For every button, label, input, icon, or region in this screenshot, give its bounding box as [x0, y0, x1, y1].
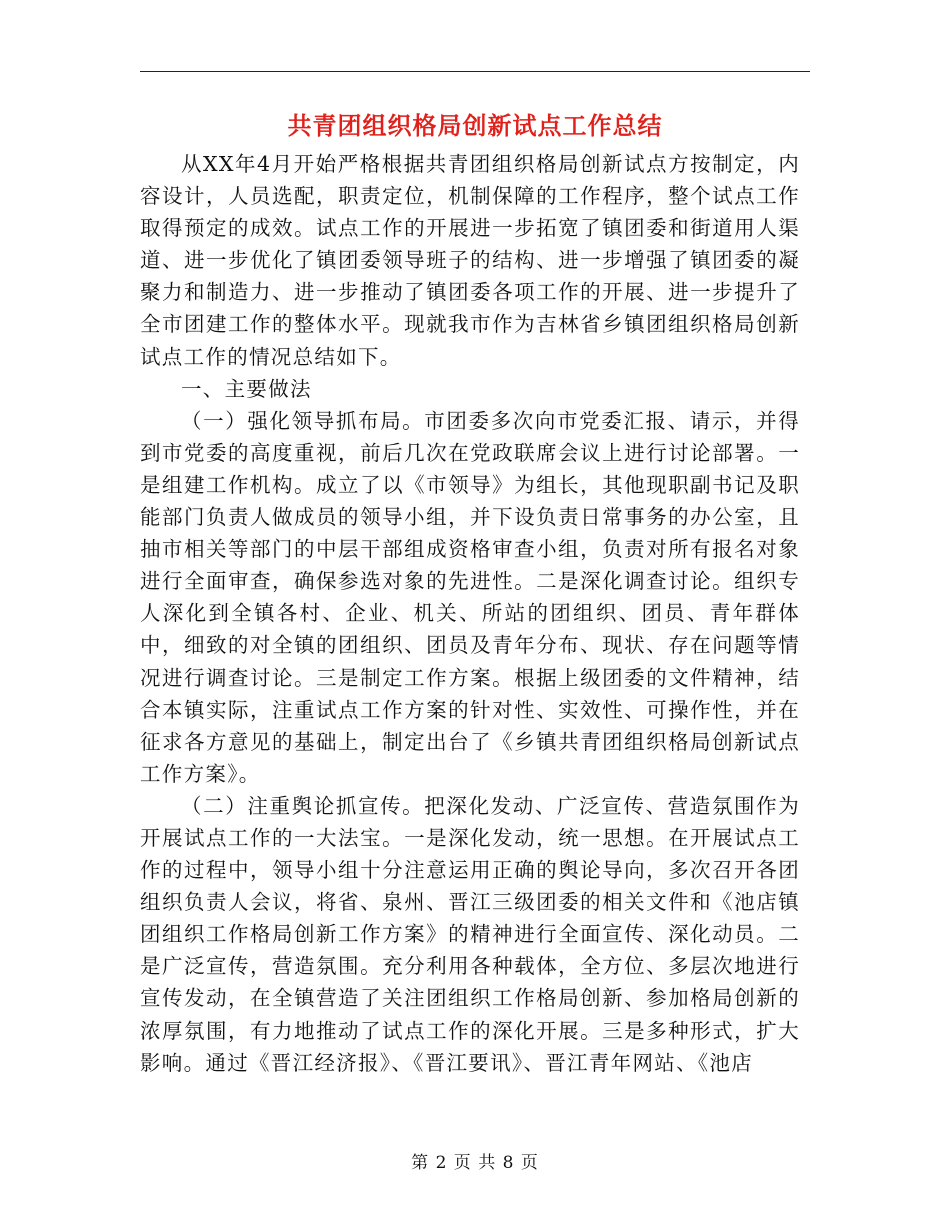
intro-paragraph: 从XX年4月开始严格根据共青团组织格局创新试点方按制定，内容设计，人员选配，职责定位，机制保障的工作程序，整个试点工作取得预定的成效。试点工作的开展进一步拓宽了镇团委和街道用人渠道、进一步优化了镇团委领导班子的结构、进一步增强了镇团委的凝聚力和制造力、进一步推动了镇团委各项工作的开展、进一步提升了全市团建工作的整体水平。现就我市作为吉林省乡镇团组织格局创新试点工作的情况总结如下。: [140, 152, 800, 369]
paragraph-publicity: （二）注重舆论抓宣传。把深化发动、广泛宣传、营造氛围作为开展试点工作的一大法宝。一是深化发动，统一思想。在开展试点工作的过程中，领导小组十分注意运用正确的舆论导向，多次召开各团组织负责人会议，将省、泉州、晋江三级团委的相关文件和《池店镇团组织工作格局创新工作方案》的精神进行全面宣传、深化动员。二是广泛宣传，营造氛围。充分利用各种载体，全方位、多层次地进行宣传发动，在全镇营造了关注团组织工作格局创新、参加格局创新的浓厚氛围，有力地推动了试点工作的深化开展。三是多种形式，扩大影响。通过《晋江经济报》、《晋江要讯》、晋江青年网站、《池店: [140, 793, 800, 1075]
paragraph-leadership: （一）强化领导抓布局。市团委多次向市党委汇报、请示，并得到市党委的高度重视，前后几次在党政联席会议上进行讨论部署。一是组建工作机构。成立了以《市领导》为组长，其他现职副书记及职能部门负责人做成员的领导小组，并下设负责日常事务的办公室，且抽市相关等部门的中层干部组成资格审查小组，负责对所有报名对象进行全面审查，确保参选对象的先进性。二是深化调查讨论。组织专人深化到全镇各村、企业、机关、所站的团组织、团员、青年群体中，细致的对全镇的团组织、团员及青年分布、现状、存在问题等情况进行调查讨论。三是制定工作方案。根据上级团委的文件精神，结合本镇实际，注重试点工作方案的针对性、实效性、可操作性，并在征求各方意见的基础上，制定出台了《乡镇共青团组织格局创新试点工作方案》。: [140, 408, 800, 786]
header-rule: [140, 71, 810, 72]
document-title: 共青团组织格局创新试点工作总结: [287, 111, 663, 140]
document-body: [140, 148, 800, 1079]
section-heading-main-practices: 一、主要做法: [181, 376, 312, 401]
page-number-footer: 第 2 页 共 8 页: [411, 1153, 539, 1173]
